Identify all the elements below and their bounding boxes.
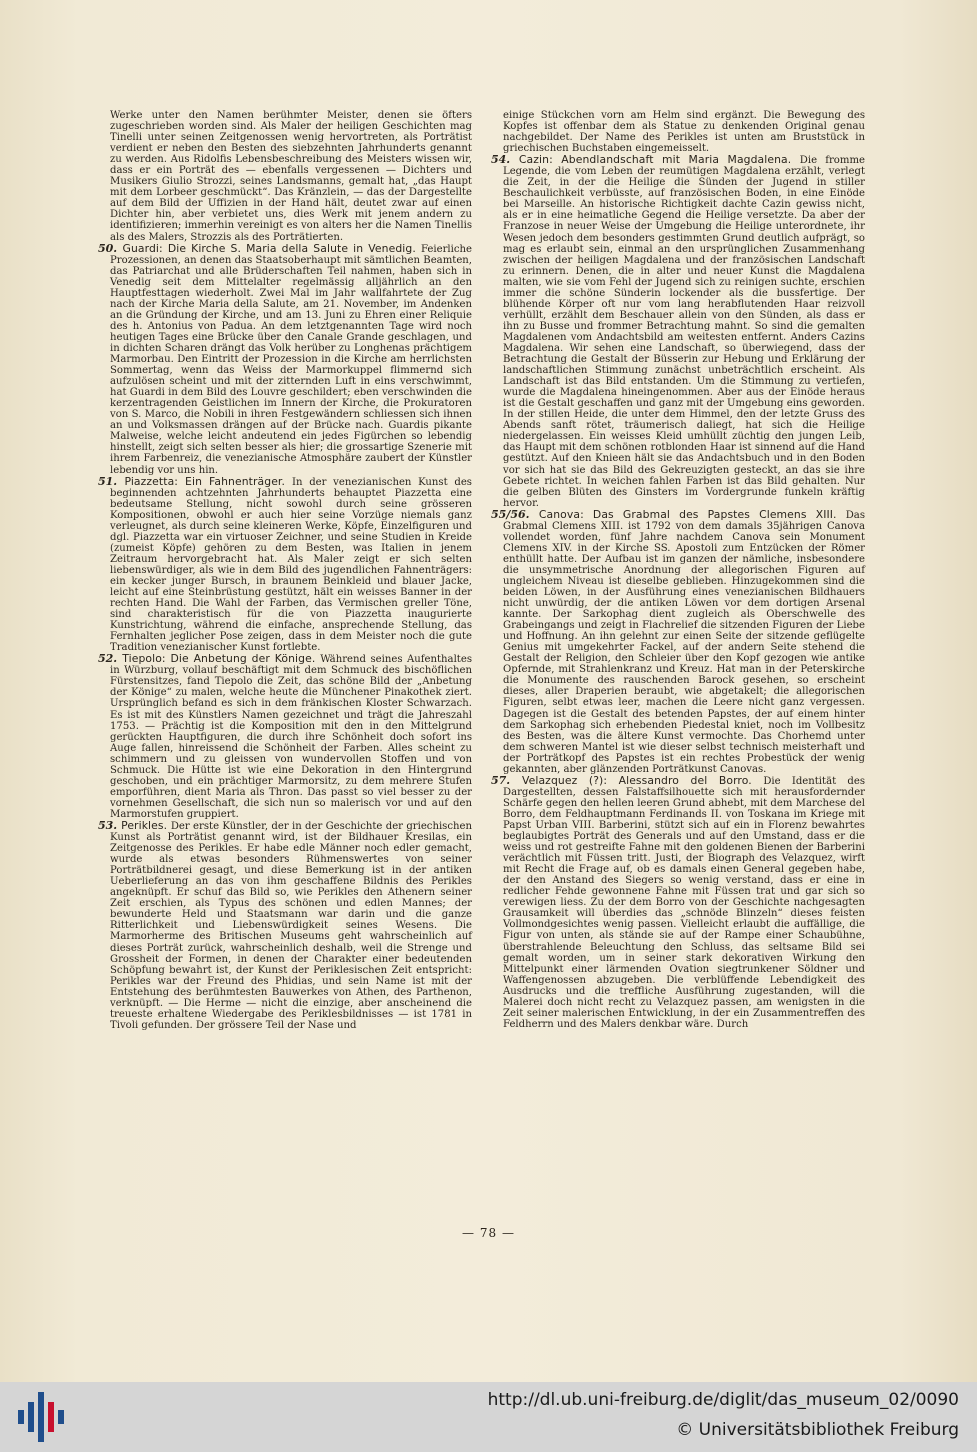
- entry-heading: Tiepolo: Die Anbetung der Könige.: [122, 652, 321, 666]
- library-footer-bar: [0, 1382, 977, 1452]
- entry-heading: Guardi: Die Kirche S. Maria della Salute in Venedig.: [122, 241, 421, 255]
- catalog-entry-50: [98, 241, 472, 476]
- entry-text: Das Grabmal Clemens XIII. ist 1792 von dem damals 35jährigen Canova vollendet worden, fünf Jahre nachdem Canova sein Monument Clemens XIV. in der Kirche SS. Apostoli zum Entzücken der Römer enthüllt hatte. Der Aufbau ist im ganzen der nämliche, insbesondere die unsymmetrische Anordnung der allegorischen Figuren auf ungleichem Niveau ist dieselbe geblieben. Hinzugekommen sind die beiden Löwen, in der Ausführung eines venezianischen Bildhauers nicht unwürdig, der die antiken Löwen vor dem dortigen Arsenal kannte. Der Sarkophag dient zugleich als Oberschwelle des Grabeingangs und zeigt in Flachrelief die sitzenden Figuren der Liebe und Hoffnung. An ihn gelehnt zur einen Seite der sitzende geflügelte Genius mit umgekehrter Fackel, auf der andern Seite stehend die Gestalt der Religion, den Schleier über den Kopf gezogen wie antike Opfernde, mit Strahlenkranz und Kreuz. Hat man in der Peterskirche die Monumente des rauschenden Barock gesehen, so erscheint dieses, aller Draperien beraubt, wie abgetakelt; die allegorischen Figuren, selbt etwas leer, machen die Leere nicht ganz vergessen. Dagegen ist die Gestalt des betenden Papstes, der auf einem hinter dem Sarkophag sich erhebenden Piedestal kniet, noch im Vollbesitz des Besten, was die ältere Kunst vermochte. Das Chorhemd unter dem schweren Mantel ist wie dieser selbst technisch meisterhaft und der Porträtkopf des Papstes ist ein rechtes Probestück der wenig gekannten, aber glänzenden Porträtkunst Canovas.: [503, 509, 865, 775]
- left-text-column: [98, 110, 473, 1216]
- entry-text: Feierliche Prozessionen, an denen das Staatsoberhaupt mit sämtlichen Beamten, das Patriarchat und alle Brüderschaften Teil nahmen, haben sich in Venedig seit dem Mittelalter regelmässig alljährlich an den Hauptfesttagen wiederholt. Zwei Mal im Jahr wallfahrtete der Zug nach der Kirche Maria della Salute, am 21. November, im Andenken an die Gründung der Kirche, und am 13. Juni zu Ehren einer Reliquie des h. Antonius von Padua. An dem letztgenannten Tage wird noch heutigen Tages eine Brücke über den Canale Grande geschlagen, und in dichten Scharen drängt das Volk herüber zu Longhenas prächtigem Marmorbau. Den Eintritt der Prozession in die Kirche am herrlichsten Sommertag, wenn das Weiss der Marmorkuppel flimmernd sich aufzulösen scheint und mit der zitternden Luft in eins verschwimmt, hat Guardi in dem Bild des Louvre geschildert; eben verschwinden die kerzentragenden Geistlichen im Innern der Kirche, die Prokuratoren von S. Marco, die Nobili in ihren Festgewändern schliessen sich ihnen an und Volksmassen drängen auf der Brücke nach. Guardis pikante Malweise, welche leicht andeutend ein jedes Figürchen so lebendig hinstellt, zeigt sich selten besser als hier; die grossartige Szenerie mit ihrem Farbenreiz, die venezianische Atmosphäre zaubert der Künstler lebendig vor uns hin.: [110, 243, 472, 476]
- catalog-entry-52: [98, 652, 473, 820]
- left-intro-paragraph: Werke unter den Namen berühmter Meister, denen sie öfters zugeschrieben worden sind. Als Maler der heiligen Geschichten mag Tinelli unter seinen Zeitgenossen wenig hervortreten, als Porträtist verdient er neben den Besten des siebzehnten Jahrhunderts genannt zu werden. Aus Ridolfis Lebensbeschreibung des Meisters wissen wir, dass er ein Porträt des — ebenfalls vergessenen — Dichters und Musikers Giulio Strozzi, seines Landsmanns, gemalt hat, „das Haupt mit dem Lorbeer geschmückt“. Das Kränzlein, — das der Dargestellte auf dem Bild der Uffizien in der Hand hält, deutet zwar auf einen Dichter hin, aber verbietet uns, dies Werk mit jenem andern zu identifizieren; immerhin vereinigt es von alters her die Namen Tinellis als des Malers, Strozzis als des Porträtierten.: [110, 110, 472, 243]
- entry-heading: Velazquez (?): Alessandro del Borro.: [521, 773, 764, 787]
- entry-number: 54.: [491, 153, 519, 167]
- entry-number: 51.: [98, 474, 125, 488]
- entry-heading: Piazzetta: Ein Fahnenträger.: [124, 474, 293, 488]
- entry-number: 53.: [98, 819, 122, 832]
- page-number: — 78 —: [462, 1226, 515, 1240]
- entry-text: Die Identität des Dargestellten, dessen Falstaffsilhouette sich mit herausfordernder Schärfe gegen den hellen leeren Grund abhebt, mit dem Marchese del Borro, dem Feldhauptmann Ferdinands II. von Toskana im Kriege mit Papst Urban VIII. Barberini, stützt sich auf ein in Florenz bewahrtes beglaubigtes Porträt des Generals und auf den Umstand, dass er die weiss und rot gestreifte Fahne mit den goldenen Bienen der Barberini verächtlich mit Füssen tritt. Justi, der Biograph des Velazquez, wirft mit Recht die Frage auf, ob es damals einen General gegeben habe, der den Anstand des Siegers so wenig verstand, dass er eine in redlicher Fehde gewonnene Fahne mit Füssen trat und gar sich so verewigen liess. Zu der dem Borro von der Geschichte nachgesagten Grausamkeit will überdies das „schnöde Blinzeln“ dieses feisten Vollmondgesichtes wenig passen. Vielleicht erlaubt die auffällige, die Figur von unten, als stände sie auf der Rampe einer Schaubühne, überstrahlende Beleuchtung den Schluss, das seltsame Bild sei gemalt worden, um in seiner stark dekorativen Wirkung den Mittelpunkt einer lärmenden Ovation siegtrunkener Söldner und Waffengenossen abzugeben. Die verblüffende Lebendigkeit des Ausdrucks und die treffliche Ausführung zugestanden, will die Malerei doch nicht recht zu Velazquez passen, am wenigsten in die Zeit seiner malerischen Entwicklung, in der ein Zusammentreffen des Feldherrn und des Malers denkbar wäre. Durch: [503, 775, 865, 1030]
- entry-heading: Canova: Das Grabmal des Papstes Clemens XIII.: [538, 507, 846, 521]
- copyright-notice: © Universitätsbibliothek Freiburg: [676, 1420, 959, 1440]
- entry-text: In der venezianischen Kunst des beginnenden achtzehnten Jahrhunderts behauptet Piazzetta eine bedeutsame Stellung, nicht sowohl durch seine grösseren Kompositionen, obwohl er auch hier seine Vorzüge niemals ganz verleugnet, als durch seine kleineren Werke, Köpfe, Einzelfiguren und dgl. Piazzetta war ein virtuoser Zeichner, und seine Studien in Kreide (zumeist Köpfe) gehören zu dem Besten, was Italien in jenem Zeitraum hervorgebracht hat. Als Maler zeigt er sich selten liebenswürdiger, als wie in dem Bild des jugendlichen Fahnenträgers: ein kecker junger Bursch, in braunem Beinkleid und blauer Jacke, leicht auf eine Steinbrüstung gestützt, hält ein weisses Banner in der rechten Hand. Die Wahl der Farben, das Vermischen greller Töne, sind charakteristisch für die von Piazzetta inaugurierte Kunstrichtung, während die einfache, ansprechende Stellung, das Fernhalten jeglicher Pose zeigen, dass in dem Meister noch die gute Tradition venezianischer Kunst fortlebte.: [110, 476, 472, 654]
- entry-number: 55/56.: [491, 507, 539, 521]
- right-intro-paragraph: einige Stückchen vorn am Helm sind ergänzt. Die Bewegung des Kopfes ist offenbar dem als Statue zu denkenden Original genau nachgebildet. Der Name des Perikles ist unten am Bruststück in griechischen Buchstaben eingemeisselt.: [503, 110, 865, 155]
- right-text-column: [491, 110, 865, 1216]
- entry-text: Die fromme Legende, die vom Leben der reumütigen Magdalena erzählt, verlegt die Zeit, in der die Heilige die Sünden der Jugend in stiller Beschaulichkeit verbüsste, auf französischen Boden, in eine Einöde bei Marseille. An historische Richtigkeit dachte Cazin gewiss nicht, als er in eine heimatliche Gegend die Heilige versetzte. Da aber der Franzose in neuer Weise der Umgebung die Heilige unterordnete, ihr Wesen jedoch dem besonders gestimmten Grund deutlich aufprägt, so mag es erlaubt sein, einmal an den ursprünglichen Zusammenhang zwischen der heiligen Magdalena und der französischen Landschaft zu erinnern. Denen, die in alter und neuer Kunst die Magdalena malten, wie sie vom Fehl der Jugend sich zu reinigen suchte, erschien immer die schöne Sünderin lockender als die bussfertige. Der blühende Körper oft nur vom lang herabflutenden Haar reizvoll verhüllt, erzählt dem Beschauer allein von den Sünden, als dass er ihn zu Busse und frommer Betrachtung mahnt. So sind die gemalten Magdalenen vom Andachtsbild am weitesten entfernt. Anders Cazins Magdalena. Wir sehen eine Landschaft, so überwiegend, dass der Betrachtung die Gestalt der Büsserin zur Hebung und Erklärung der landschaftlichen Stimmung zunächst unbeträchtlich erscheint. Als Landschaft ist das Bild entstanden. Um die Stimmung zu vertiefen, wurde die Magdalena hineingenommen. Aber aus der Einöde heraus ist die Gestalt geschaffen und ganz mit der Umgebung eins geworden. In der stillen Heide, die unter dem Himmel, den der letzte Gruss des Abends sanft rötet, träumerisch daliegt, hat sich die Heilige niedergelassen. Ein weisses Kleid umhüllt züchtig den jungen Leib, das Haupt mit dem schönen rotblonden Haar ist sinnend auf die Hand gestützt. Auf den Knieen hält sie das Andachtsbuch und in den Boden vor sich hat sie das Bild des Gekreuzigten gesteckt, an das sie ihre Gebete richtet. In weichen fahlen Farben ist das Bild gehalten. Nur die gelben Blüten des Ginsters im Vordergrunde funkeln kräftig hervor.: [503, 155, 865, 509]
- entry-heading: Cazin: Abendlandschaft mit Maria Magdalena.: [518, 153, 800, 167]
- entry-text: Der erste Künstler, der in der Geschichte der griechischen Kunst als Porträtist genannt wird, ist der Bildhauer Kresilas, ein Zeitgenosse des Perikles. Er habe edle Männer noch edler gemacht, wurde als etwas besonders Rühmenswertes von seiner Porträtbildnerei gesagt, und diese Bemerkung ist in der antiken Ueberlieferung an das von ihm geschaffene Bildnis des Perikles angeknüpft. Er schuf das Bild so, wie Perikles den Athenern seiner Zeit erschien, als Typus des schönen und edlen Mannes; der bewunderte Held und Staatsmann war darin und die ganze Ritterlichkeit und Liebenswürdigkeit seines Wesens. Die Marmorherme des Britischen Museums geht wahrscheinlich auf dieses Porträt zurück, wahrscheinlich deshalb, weil die Strenge und Grossheit der Formen, in denen der Charakter einer bedeutenden Schöpfung bewahrt ist, der Kunst der Periklesischen Zeit entspricht: Perikles war der Freund des Phidias, und sein Name ist mit der Entstehung des berühmtesten Bauwerkes von Athen, des Parthenon, verknüpft. — Die Herme — nicht die einzige, aber anscheinend die treueste erhaltene Wiedergabe des Periklesbildnisses — ist 1781 in Tivoli gefunden. Der grössere Teil der Nase und: [110, 821, 472, 1031]
- catalog-entry-57: [491, 773, 865, 1030]
- entry-number: 57.: [491, 773, 522, 787]
- permalink-url[interactable]: http://dl.ub.uni-freiburg.de/diglit/das_museum_02/0090: [487, 1390, 959, 1410]
- entry-heading: Perikles.: [121, 819, 171, 832]
- catalog-entry-51: [98, 474, 472, 654]
- entry-text: Während seines Aufenthaltes in Würzburg, vollauf beschäftigt mit dem Schmuck des bischöflichen Fürstensitzes, fand Tiepolo die Zeit, das schöne Bild der „Anbetung der Könige“ zu malen, welche heute die Münchener Pinakothek ziert. Ursprünglich befand es sich in dem fränkischen Kloster Schwarzach. Es ist mit des Künstlers Namen gezeichnet und trägt die Jahreszahl 1753. — Prächtig ist die Komposition mit den in den Mittelgrund gerückten Hauptfiguren, die durch ihre Schönheit doch sofort ins Auge fallen, hinreissend die Schönheit der Farben. Alles scheint zu schimmern und zu gleissen von wundervollen Stoffen und von Schmuck. Die Hütte ist wie eine Dekoration in den Hintergrund geschoben, und ein prächtiger Marmorsitz, zu dem mehrere Stufen emporführen, dient Maria als Thron. Das passt so viel besser zu der vornehmen Gesellschaft, die sich nun so malerisch vor und auf den Marmorstufen gruppiert.: [110, 654, 473, 820]
- catalog-entry-53: [98, 819, 472, 1031]
- university-library-logo-icon: [18, 1392, 64, 1442]
- catalog-entry-55-56: [491, 507, 865, 775]
- entry-number: 50.: [98, 241, 123, 255]
- catalog-entry-54: [491, 153, 865, 509]
- entry-number: 52.: [98, 652, 123, 666]
